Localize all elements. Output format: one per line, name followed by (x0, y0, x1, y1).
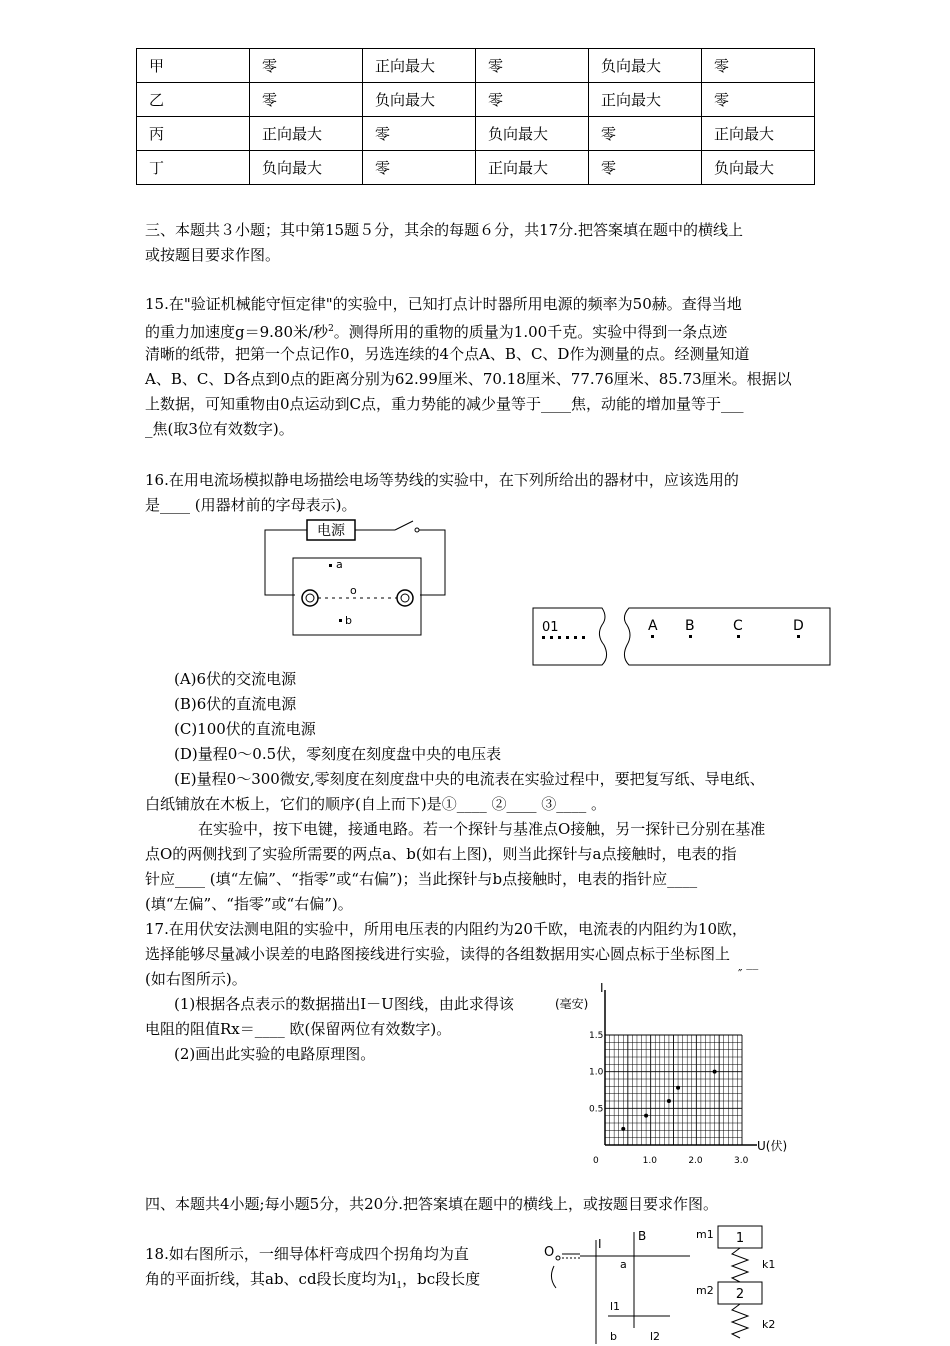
rotation-arrow (551, 1266, 556, 1288)
q18-line1: 18.如右图所示，一细导体杆弯成四个拐角均为直 (145, 1245, 469, 1263)
label-I: I (598, 1237, 602, 1251)
q17-line3: (如右图所示)。 (145, 970, 247, 988)
x-tick-label: 1.0 (642, 1156, 657, 1166)
q15-line3: 清晰的纸带，把第一个点记作0，另选连续的4个点A、B、C、D作为测量的点。经测量知道 (145, 345, 750, 363)
table-cell: 零 (363, 151, 476, 185)
label-l2: l2 (650, 1330, 661, 1343)
table-cell: 零 (702, 83, 815, 117)
data-point (676, 1086, 680, 1090)
table-cell: 零 (589, 117, 702, 151)
table-row (137, 117, 815, 151)
table-cell: 正向最大 (363, 49, 476, 83)
field-apparatus-diagram (255, 515, 455, 640)
table-cell: 正向最大 (250, 117, 363, 151)
table-cell: 乙 (137, 83, 250, 117)
tape-label-b: B (685, 618, 695, 634)
tape-dot-d (797, 635, 800, 638)
table-cell: 负向最大 (476, 117, 589, 151)
point-a (329, 564, 332, 567)
table-row (137, 83, 815, 117)
q17-line1: 17.在用伏安法测电阻的实验中，所用电压表的内阻约为20千欧，电流表的内阻约为10欧， (145, 920, 748, 938)
table-cell: 负向最大 (250, 151, 363, 185)
label-o: o (350, 584, 357, 597)
q17-line2: 选择能够尽量减小误差的电路图接线进行实验，读得的各组数据用实心圆点标于坐标图上 (145, 945, 731, 963)
label-a: a (336, 558, 343, 571)
table-cell: 丁 (137, 151, 250, 185)
chart-grid (605, 1035, 742, 1145)
tape-dot-b (689, 635, 692, 638)
x-tick-label: 2.0 (688, 1156, 703, 1166)
spring-k1 (732, 1248, 748, 1282)
tape-dots (542, 636, 585, 639)
left-wire (265, 530, 307, 595)
table-cell: 正向最大 (476, 151, 589, 185)
label-b18: b (610, 1330, 617, 1343)
q17-line4: (1)根据各点表示的数据描出I－U图线，由此求得该 (174, 995, 514, 1013)
tape-dot-a (651, 635, 654, 638)
right-wire (419, 530, 445, 595)
q16-option-d: (D)量程0～0.5伏，零刻度在刻度盘中央的电压表 (174, 745, 502, 763)
tape-label-c: C (733, 618, 743, 634)
section4-line1: 四、本题共4小题;每小题5分，共20分.把答案填在题中的横线上，或按题目要求作图。 (145, 1195, 718, 1213)
q17-line5: 电阻的阻值Rx＝____ 欧(保留两位有效数字)。 (145, 1020, 452, 1038)
q16-line1: 16.在用电流场模拟静电场描绘电场等势线的实验中，在下列所给出的器材中，应该选用的 (145, 471, 739, 489)
q16-option-e: (E)量程0～300微安,零刻度在刻度盘中央的电流表在实验过程中，要把复写纸、导电纸、 (174, 770, 765, 788)
right-electrode (397, 590, 413, 606)
label-m1: m1 (696, 1228, 714, 1241)
table-cell: 零 (250, 49, 363, 83)
q16-option-b: (B)6伏的直流电源 (174, 695, 297, 713)
q16-line10: 点O的两侧找到了实验所需要的两点a、b(如右上图)，则当此探针与a点接触时，电表的指 (145, 845, 737, 863)
label-O: O (544, 1245, 555, 1260)
y-axis-unit: (毫安) (555, 997, 589, 1011)
spring-k2 (732, 1304, 748, 1338)
x-axis-label: U(伏) (757, 1139, 788, 1153)
point-b (339, 619, 342, 622)
data-table (136, 48, 815, 185)
q16-line12: (填“左偏”、“指零”或“右偏”)。 (145, 895, 353, 913)
y-tick-label: 1.0 (589, 1067, 604, 1078)
q16-line8: 白纸铺放在木板上，它们的顺序(自上而下)是①____ ②____ ③____ 。 (145, 795, 607, 813)
tape-dot-c (737, 635, 740, 638)
y-axis-label: I (600, 981, 604, 995)
tape-label-d: D (793, 618, 804, 634)
x-tick-label: 3.0 (734, 1156, 749, 1166)
data-point (644, 1114, 648, 1118)
table-cell: 零 (476, 49, 589, 83)
left-electrode-inner (306, 594, 314, 602)
switch (395, 521, 413, 530)
iu-chart (550, 980, 810, 1175)
tape-label-a: A (648, 618, 658, 634)
pivot (556, 1256, 560, 1260)
right-electrode-inner (401, 594, 409, 602)
q18-l2a: 角的平面折线，其ab、cd段长度均为l (145, 1270, 397, 1288)
q16-option-a: (A)6伏的交流电源 (174, 670, 297, 688)
paper-tape-diagram (530, 605, 835, 670)
corner-mark: ″ ‾‾ (738, 967, 759, 981)
q15-line2 (145, 317, 727, 345)
label-B: B (638, 1229, 647, 1243)
bent-rod-diagram (540, 1228, 690, 1346)
y-tick-label: 0.5 (589, 1104, 604, 1115)
table-cell: 负向最大 (702, 151, 815, 185)
table-cell: 负向最大 (363, 83, 476, 117)
section3-line2: 或按题目要求作图。 (145, 246, 281, 264)
table-cell: 正向最大 (702, 117, 815, 151)
power-source-label: 电源 (317, 523, 345, 539)
label-b: b (345, 614, 352, 627)
label-k2: k2 (762, 1318, 776, 1331)
table-cell: 零 (702, 49, 815, 83)
label-k1: k1 (762, 1258, 776, 1271)
q18-sub: 1 (396, 1281, 403, 1291)
q18-line2 (145, 1267, 480, 1299)
mass-1-label: 1 (735, 1231, 745, 1246)
switch-contact (415, 528, 419, 532)
q15-line5: 上数据，可知重物由0点运动到C点，重力势能的减少量等于____焦，动能的增加量等于___ (145, 395, 744, 413)
tape-label-01: 01 (542, 620, 559, 635)
table-cell: 零 (476, 83, 589, 117)
q15-l2b: 。测得所用的重物的质量为1.00千克。实验中得到一条点迹 (333, 323, 728, 341)
data-point (713, 1070, 717, 1074)
table-cell: 负向最大 (589, 49, 702, 83)
q16-line9: 在实验中，按下电键，接通电路。若一个探针与基准点O接触，另一探针已分别在基准 (198, 820, 766, 838)
spring-mass-diagram (692, 1218, 802, 1343)
q16-line2: 是____ (用器材前的字母表示)。 (145, 496, 357, 514)
q15-line1: 15.在"验证机械能守恒定律"的实验中，已知打点计时器所用电源的频率为50赫。查得当地 (145, 295, 742, 313)
q15-l2a: 的重力加速度g＝9.80米/秒 (145, 323, 329, 341)
table-cell: 零 (589, 151, 702, 185)
table-cell: 甲 (137, 49, 250, 83)
mass-2-label: 2 (735, 1287, 745, 1302)
table-row (137, 49, 815, 83)
section3-line1: 三、本题共３小题；其中第15题５分，其余的每题６分，共17分.把答案填在题中的横线上 (145, 221, 743, 239)
table-cell: 正向最大 (589, 83, 702, 117)
table-cell: 丙 (137, 117, 250, 151)
q17-line6: (2)画出此实验的电路原理图。 (174, 1045, 376, 1063)
q15-sup: 2 (328, 324, 334, 334)
q16-option-c: (C)100伏的直流电源 (174, 720, 316, 738)
q16-line11: 针应____ (填“左偏”、“指零”或“右偏”)；当此探针与b点接触时，电表的指针应____ (145, 870, 698, 888)
label-l1: l1 (610, 1300, 621, 1313)
table-cell: 零 (250, 83, 363, 117)
x-tick-label: 0 (593, 1156, 599, 1166)
y-tick-label: 1.5 (589, 1031, 604, 1041)
data-point (621, 1127, 625, 1131)
left-electrode (302, 590, 318, 606)
data-point (667, 1099, 671, 1103)
table-cell: 零 (363, 117, 476, 151)
table-row (137, 151, 815, 185)
label-m2: m2 (696, 1284, 714, 1297)
q18-l2b: ，bc段长度 (402, 1270, 481, 1288)
label-a18: a (620, 1258, 627, 1271)
q15-line6: _焦(取3位有效数字)。 (145, 420, 294, 438)
q15-line4: A、B、C、D各点到0点的距离分别为62.99厘米、70.18厘米、77.76厘米、85.73厘米。根据以 (145, 370, 792, 388)
